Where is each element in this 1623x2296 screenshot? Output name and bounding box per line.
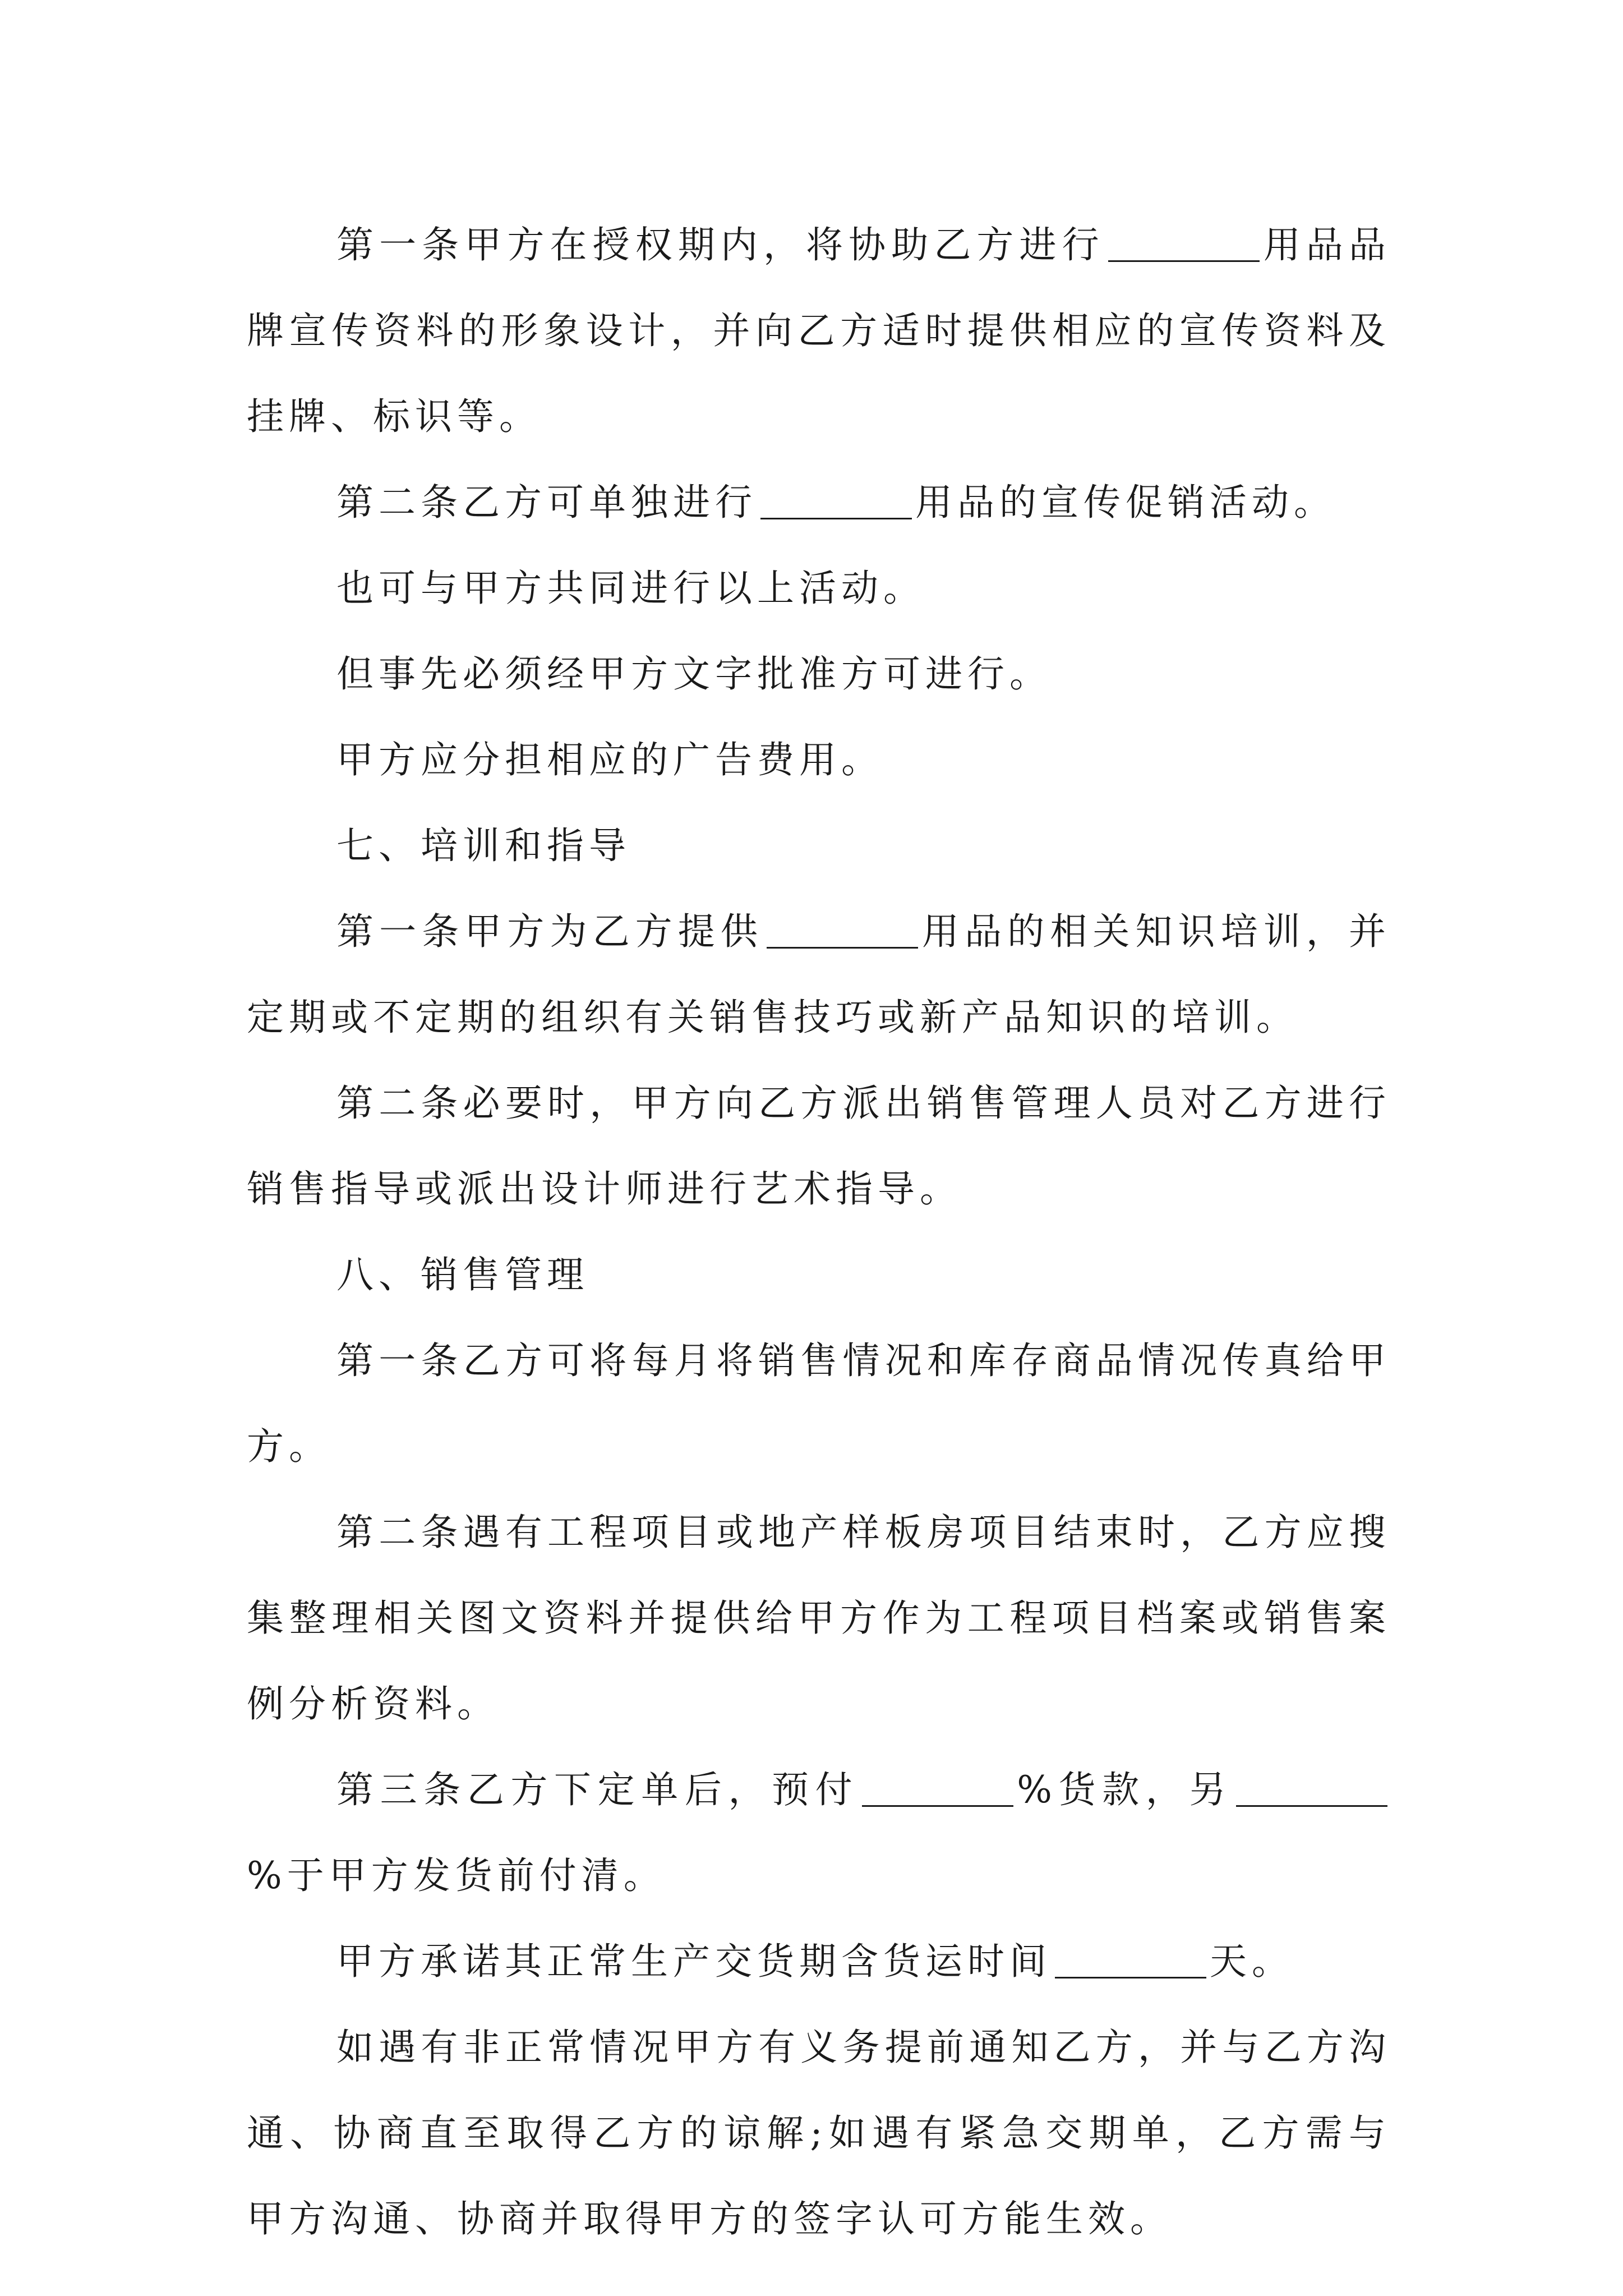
text-segment: 但事先必须经甲方文字批准方可进行。 [336,652,1052,696]
fill-in-blank [1236,1768,1387,1807]
text-segment: 第二条遇有工程项目或地产样板房项目结束时，乙方应搜集整理相关图文资料并提供给甲方作为工程项目档案或销售案例分析资料。 [247,1511,1391,1726]
section-heading-sales [247,1232,1391,1318]
text-segment: 第一条甲方在授权期内，将协助乙方进行 [336,223,1105,266]
text-segment: 第三条乙方下定单后，预付 [336,1768,859,1811]
paragraph-payment [247,1747,1391,1918]
text-segment: 第一条甲方为乙方提供 [336,910,763,953]
paragraph-project-archive [247,1489,1391,1747]
paragraph-training [247,889,1391,1060]
text-segment: 第二条乙方可单独进行 [336,481,757,524]
paragraph-promo-activity [247,459,1391,545]
paragraph-delivery-time [247,1918,1391,2004]
section-heading-training [247,803,1391,889]
text-segment: 用品的宣传促销活动。 [915,481,1336,524]
text-segment: 甲方承诺其正常生产交货期含货运时间 [336,1940,1052,1983]
fill-in-blank [767,910,918,949]
paragraph-promo-design [247,202,1391,459]
fill-in-blank [760,481,912,519]
text-segment: 第二条必要时，甲方向乙方派出销售管理人员对乙方进行销售指导或派出设计师进行艺术指导。 [247,1082,1391,1211]
paragraph-guidance [247,1060,1391,1232]
fill-in-blank [1055,1940,1206,1978]
text-segment: 八、销售管理 [336,1253,589,1296]
text-segment: 如遇有非正常情况甲方有义务提前通知乙方，并与乙方沟通、协商直至取得乙方的谅解;如遇有紧急交期单，乙方需与甲方沟通、协商并取得甲方的签字认可方能生效。 [247,2026,1391,2240]
document-page [247,202,1391,2262]
paragraph-approval [247,631,1391,717]
text-segment: 天。 [1210,1940,1294,1983]
text-segment: %货款，另 [1017,1768,1233,1811]
paragraph-monthly-report [247,1318,1391,1489]
paragraph-joint-activity [247,545,1391,631]
text-segment: %于甲方发货前付清。 [247,1854,666,1897]
text-segment: 用品的相关知识培训，并定期或不定期的组织有关销售技巧或新产品知识的培训。 [247,910,1391,1039]
text-segment: 甲方应分担相应的广告费用。 [336,738,883,781]
text-segment: 用品品牌宣传资料的形象设计，并向乙方适时提供相应的宣传资料及挂牌、标识等。 [247,223,1391,438]
text-segment: 第一条乙方可将每月将销售情况和库存商品情况传真给甲方。 [247,1339,1391,1468]
fill-in-blank [1108,223,1260,262]
paragraph-ad-cost [247,717,1391,803]
text-segment: 七、培训和指导 [336,824,631,867]
fill-in-blank [862,1768,1013,1807]
text-segment: 也可与甲方共同进行以上活动。 [336,567,925,610]
paragraph-exception [247,2004,1391,2262]
